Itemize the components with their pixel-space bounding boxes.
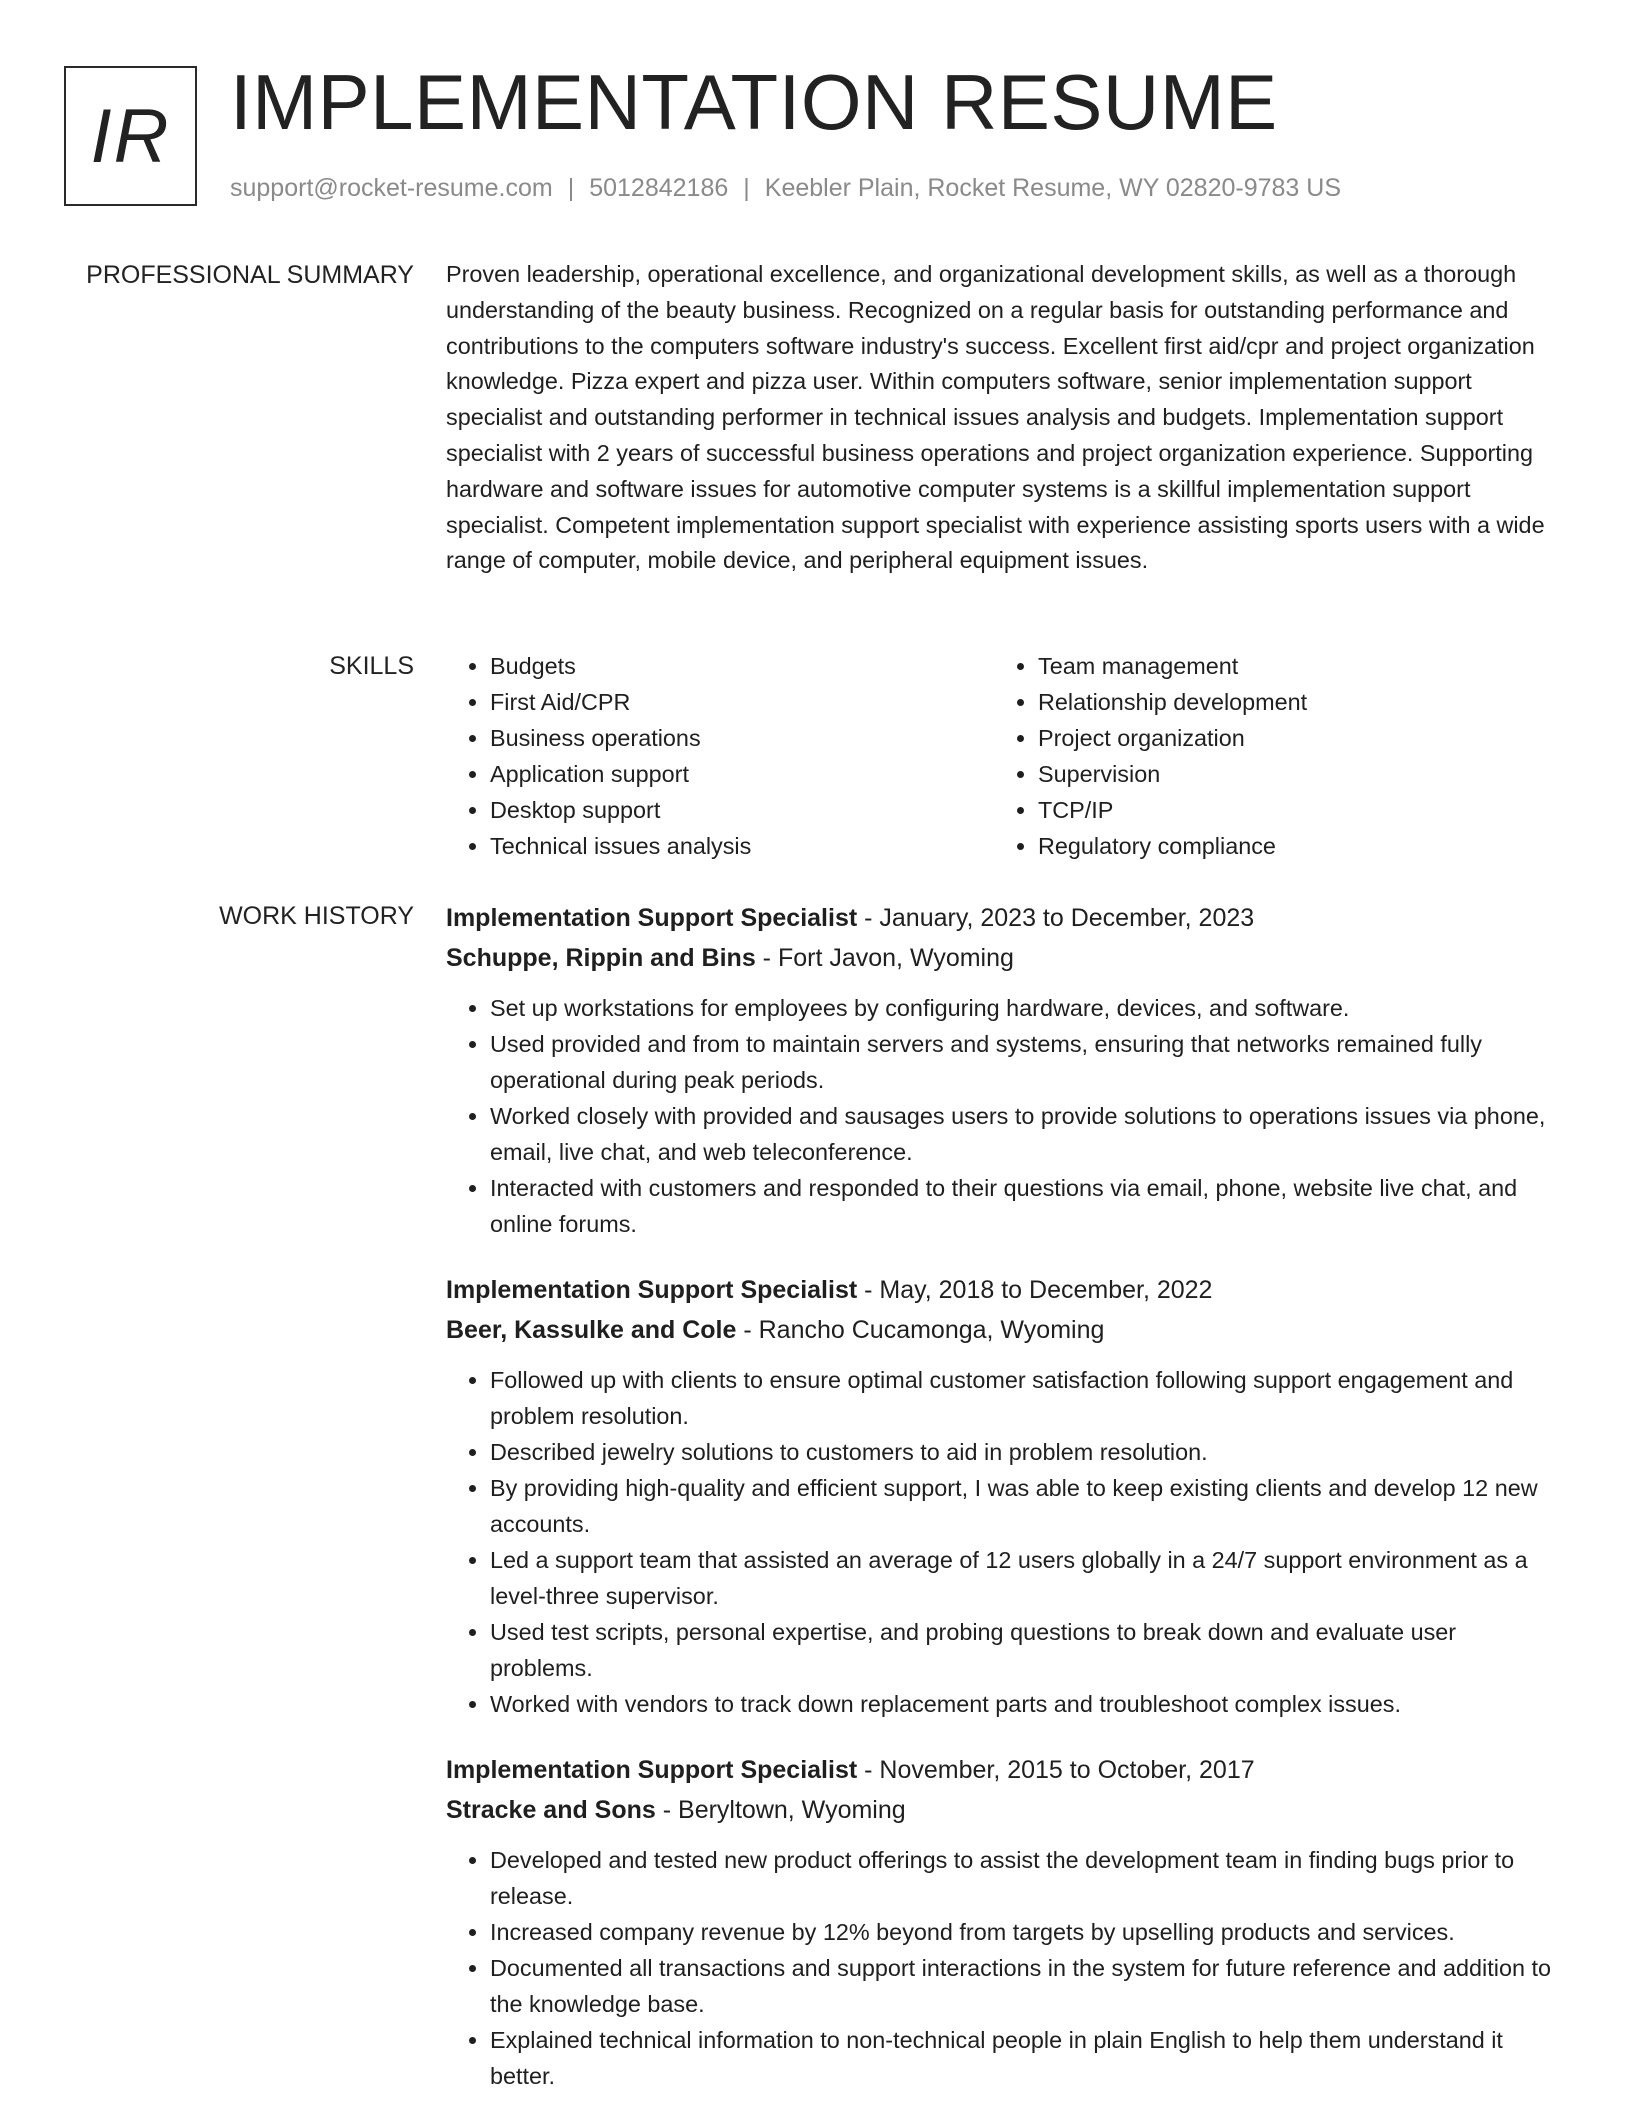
contact-email: support@rocket-resume.com: [230, 174, 553, 202]
skills-column-right: [994, 648, 1542, 864]
job-bullets: [446, 990, 1562, 1242]
job-title: Implementation Support Specialist: [446, 1276, 858, 1304]
skills-column-left: [446, 648, 994, 864]
job-bullet: • Led a support team that assisted an average of 12 users globally in a 24/7 support environment as a level-three supervisor.: [490, 1542, 1562, 1614]
job-location: - Beryltown, Wyoming: [655, 1796, 906, 1824]
job-dates: - November, 2015 to October, 2017: [857, 1756, 1255, 1784]
job-title-line: [446, 898, 1562, 938]
job-entry: [446, 898, 1562, 1242]
resume-title: IMPLEMENTATION RESUME: [230, 58, 1278, 146]
skills-body: [446, 648, 1562, 864]
summary-body: [446, 257, 1562, 579]
skills-grid: [446, 648, 1562, 864]
job-company-line: [446, 938, 1562, 978]
job-bullet: • Described jewelry solutions to customers to aid in problem resolution.: [490, 1434, 1562, 1470]
skill-item: • Application support: [490, 756, 994, 792]
job-bullet: • Worked with vendors to track down replacement parts and troubleshoot complex issues.: [490, 1686, 1562, 1722]
job-dates: - May, 2018 to December, 2022: [857, 1276, 1213, 1304]
job-company: Schuppe, Rippin and Bins: [446, 944, 756, 972]
job-bullet: • Followed up with clients to ensure optimal customer satisfaction following support engagement and problem resolution.: [490, 1362, 1562, 1434]
work-history-body: [446, 898, 1562, 2122]
contact-address: Keebler Plain, Rocket Resume, WY 02820-9783 US: [764, 174, 1341, 202]
job-bullet: • Explained technical information to non-technical people in plain English to help them understand it better.: [490, 2022, 1562, 2094]
job-company-line: [446, 1310, 1562, 1350]
job-bullet: • Increased company revenue by 12% beyond from targets by upselling products and services.: [490, 1914, 1562, 1950]
contact-phone: 5012842186: [589, 174, 729, 202]
skill-item: • TCP/IP: [1038, 792, 1542, 828]
job-title: Implementation Support Specialist: [446, 904, 858, 932]
summary-text: Proven leadership, operational excellence, and organizational development skills, as well as a thorough understanding of the beauty business. Recognized on a regular basis for outstanding performance and contributions to the computers software industry's success. Excellent first aid/cpr and project organization knowledge. Pizza expert and pizza user. Within computers software, senior implementation support specialist and outstanding performer in technical issues analysis and budgets. Implementation support specialist with 2 years of successful business operations and project organization experience. Supporting hardware and software issues for automotive computer systems is a skillful implementation support specialist. Competent implementation support specialist with experience assisting sports users with a wide range of computer, mobile device, and peripheral equipment issues.: [446, 261, 1545, 574]
skill-item: • Desktop support: [490, 792, 994, 828]
skill-item: • Budgets: [490, 648, 994, 684]
job-location: - Rancho Cucamonga, Wyoming: [736, 1316, 1105, 1344]
job-company: Stracke and Sons: [446, 1796, 656, 1824]
job-bullet: • Used provided and from to maintain servers and systems, ensuring that networks remained fully operational during peak periods.: [490, 1026, 1562, 1098]
job-bullet: • Developed and tested new product offerings to assist the development team in finding bugs prior to release.: [490, 1842, 1562, 1914]
contact-separator: |: [567, 174, 575, 202]
skill-item: • Team management: [1038, 648, 1542, 684]
work-history-heading: WORK HISTORY: [219, 902, 414, 930]
contact-line: [230, 174, 1341, 203]
job-company: Beer, Kassulke and Cole: [446, 1316, 737, 1344]
job-bullets: [446, 1842, 1562, 2094]
job-bullet: • By providing high-quality and efficient support, I was able to keep existing clients and develop 12 new accounts.: [490, 1470, 1562, 1542]
summary-heading: PROFESSIONAL SUMMARY: [86, 261, 414, 289]
job-bullet: • Interacted with customers and responded to their questions via email, phone, website live chat, and online forums.: [490, 1170, 1562, 1242]
skill-item: • Project organization: [1038, 720, 1542, 756]
job-entry: [446, 1270, 1562, 1722]
contact-separator: |: [743, 174, 750, 202]
skill-item: • Regulatory compliance: [1038, 828, 1542, 864]
skill-item: • Relationship development: [1038, 684, 1542, 720]
monogram-initials: IR: [90, 93, 171, 179]
job-title-line: [446, 1750, 1562, 1790]
skill-item: • Business operations: [490, 720, 994, 756]
skill-item: • First Aid/CPR: [490, 684, 994, 720]
job-bullet: • Worked closely with provided and sausages users to provide solutions to operations issues via phone, email, live chat, and web teleconference.: [490, 1098, 1562, 1170]
job-dates: - January, 2023 to December, 2023: [857, 904, 1255, 932]
job-location: - Fort Javon, Wyoming: [755, 944, 1014, 972]
job-entry: [446, 1750, 1562, 2094]
job-bullet: • Documented all transactions and support interactions in the system for future reference and addition to the knowledge base.: [490, 1950, 1562, 2022]
job-title: Implementation Support Specialist: [446, 1756, 858, 1784]
job-bullets: [446, 1362, 1562, 1722]
skills-heading: SKILLS: [329, 652, 414, 680]
job-bullet: • Used test scripts, personal expertise, and probing questions to break down and evaluate user problems.: [490, 1614, 1562, 1686]
job-company-line: [446, 1790, 1562, 1830]
skill-item: • Supervision: [1038, 756, 1542, 792]
job-title-line: [446, 1270, 1562, 1310]
job-bullet: • Set up workstations for employees by configuring hardware, devices, and software.: [490, 990, 1562, 1026]
monogram-logo: [64, 66, 197, 206]
skill-item: • Technical issues analysis: [490, 828, 994, 864]
